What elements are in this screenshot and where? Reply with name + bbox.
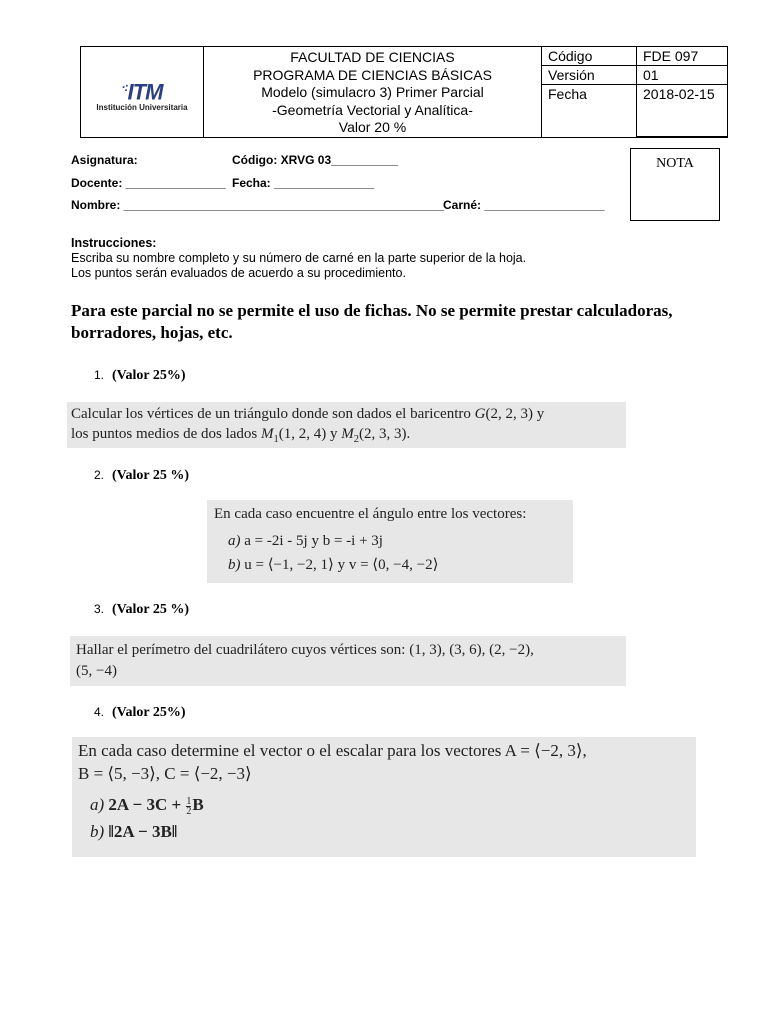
question-number: 2. bbox=[94, 468, 105, 482]
question-number: 1. bbox=[94, 368, 105, 382]
header-title bbox=[204, 47, 542, 138]
meta-value: 01 bbox=[637, 66, 728, 85]
institution-label: Institución Universitaria bbox=[96, 103, 188, 113]
meta-value: 2018-02-15 bbox=[637, 85, 728, 137]
warning-line: Para este parcial no se permite el uso de fichas. No se permite prestar calculadoras, bbox=[71, 301, 673, 320]
question-value: (Valor 25 %) bbox=[112, 468, 190, 483]
q1-m1-coords: (1, 2, 4) bbox=[278, 426, 327, 442]
q1-m2-sub: 2 bbox=[353, 434, 359, 445]
q1-y: y bbox=[532, 406, 545, 422]
meta-empty bbox=[637, 136, 728, 137]
q4-b-expr: ‖2A − 3B‖ bbox=[108, 822, 178, 841]
q2-a-expr: a = -2i - 5j y b = -i + 3j bbox=[244, 533, 383, 549]
fraction-denominator: 2 bbox=[186, 805, 192, 817]
meta-value: FDE 097 bbox=[637, 47, 728, 66]
q4-a-label: a) bbox=[90, 795, 105, 814]
q1-g-coords: (2, 2, 3) bbox=[485, 406, 533, 422]
meta-label: Fecha bbox=[542, 85, 637, 138]
codigo-label: Código: XRVG 03__________ bbox=[232, 153, 398, 167]
q1-m2-coords: (2, 3, 3). bbox=[359, 426, 411, 442]
question-1-box bbox=[67, 402, 626, 448]
q1-m1-sub: 1 bbox=[273, 434, 279, 445]
title-line: Valor 20 % bbox=[338, 119, 407, 135]
title-line: FACULTAD DE CIENCIAS bbox=[290, 49, 455, 65]
title-line: Modelo (simulacro 3) Primer Parcial bbox=[261, 84, 484, 100]
question-1-heading bbox=[94, 368, 186, 384]
question-number: 3. bbox=[94, 602, 105, 616]
meta-label: Versión bbox=[542, 66, 637, 85]
title-line: PROGRAMA DE CIENCIAS BÁSICAS bbox=[253, 66, 492, 83]
q1-text: Calcular los vértices de un triángulo donde son dados el baricentro bbox=[71, 406, 475, 422]
q2-intro: En cada caso encuentre el ángulo entre los vectores: bbox=[214, 506, 527, 522]
instructions-title: Instrucciones: bbox=[71, 236, 157, 250]
itm-logo: ·:ITM bbox=[121, 79, 163, 105]
warning-line: borradores, hojas, etc. bbox=[71, 323, 233, 342]
question-3-box bbox=[70, 636, 626, 686]
docente-field[interactable]: Docente: _______________ bbox=[71, 176, 226, 190]
instructions bbox=[71, 236, 526, 281]
instructions-line: Escriba su nombre completo y su número de carné en la parte superior de la hoja. bbox=[71, 251, 527, 265]
q4-fraction bbox=[186, 797, 191, 816]
nombre-field[interactable]: Nombre: ________________________________________________ bbox=[71, 198, 445, 212]
q3-line: (5, −4) bbox=[76, 663, 117, 679]
q1-m2: M bbox=[341, 426, 354, 442]
q1-text: los puntos medios de dos lados bbox=[71, 426, 261, 442]
title-line: -Geometría Vectorial y Analítica- bbox=[272, 101, 473, 118]
question-number: 4. bbox=[94, 705, 105, 719]
q4-line: B = ⟨5, −3⟩, C = ⟨−2, −3⟩ bbox=[78, 764, 252, 783]
q1-y: y bbox=[326, 426, 342, 442]
q2-b-label: b) bbox=[228, 557, 241, 573]
logo-cell bbox=[81, 47, 204, 138]
meta-label: Código bbox=[542, 47, 637, 66]
nota-label: NOTA bbox=[656, 156, 694, 171]
q2-a-label: a) bbox=[228, 533, 241, 549]
rules-warning bbox=[71, 300, 673, 344]
question-3-heading bbox=[94, 602, 189, 618]
q3-line: Hallar el perímetro del cuadrilátero cuyos vértices son: (1, 3), (3, 6), (2, −2), bbox=[76, 642, 534, 658]
header-table bbox=[80, 46, 728, 138]
question-4-heading bbox=[94, 705, 186, 721]
asignatura-label: Asignatura: bbox=[71, 153, 138, 167]
carne-field[interactable]: Carné: __________________ bbox=[443, 198, 605, 212]
q4-a-expr: 2A − 3C + bbox=[108, 795, 186, 814]
nota-box bbox=[630, 148, 720, 221]
q1-m1: M bbox=[261, 426, 274, 442]
instructions-line: Los puntos serán evaluados de acuerdo a su procedimiento. bbox=[71, 266, 406, 280]
fraction-numerator: 1 bbox=[186, 795, 192, 807]
fecha-field[interactable]: Fecha: _______________ bbox=[232, 176, 375, 190]
q4-a-expr-b: B bbox=[192, 795, 204, 814]
question-2-box bbox=[207, 500, 573, 583]
question-2-heading bbox=[94, 468, 189, 484]
q2-b-expr: u = ⟨−1, −2, 1⟩ y v = ⟨0, −4, −2⟩ bbox=[244, 557, 439, 573]
question-value: (Valor 25%) bbox=[112, 368, 186, 383]
question-value: (Valor 25%) bbox=[112, 705, 186, 720]
q1-g: G bbox=[474, 406, 486, 422]
q4-line: En cada caso determine el vector o el escalar para los vectores A = ⟨−2, 3⟩, bbox=[78, 741, 587, 760]
question-value: (Valor 25 %) bbox=[112, 602, 190, 617]
q4-b-label: b) bbox=[90, 822, 105, 841]
question-4-box bbox=[72, 737, 696, 857]
